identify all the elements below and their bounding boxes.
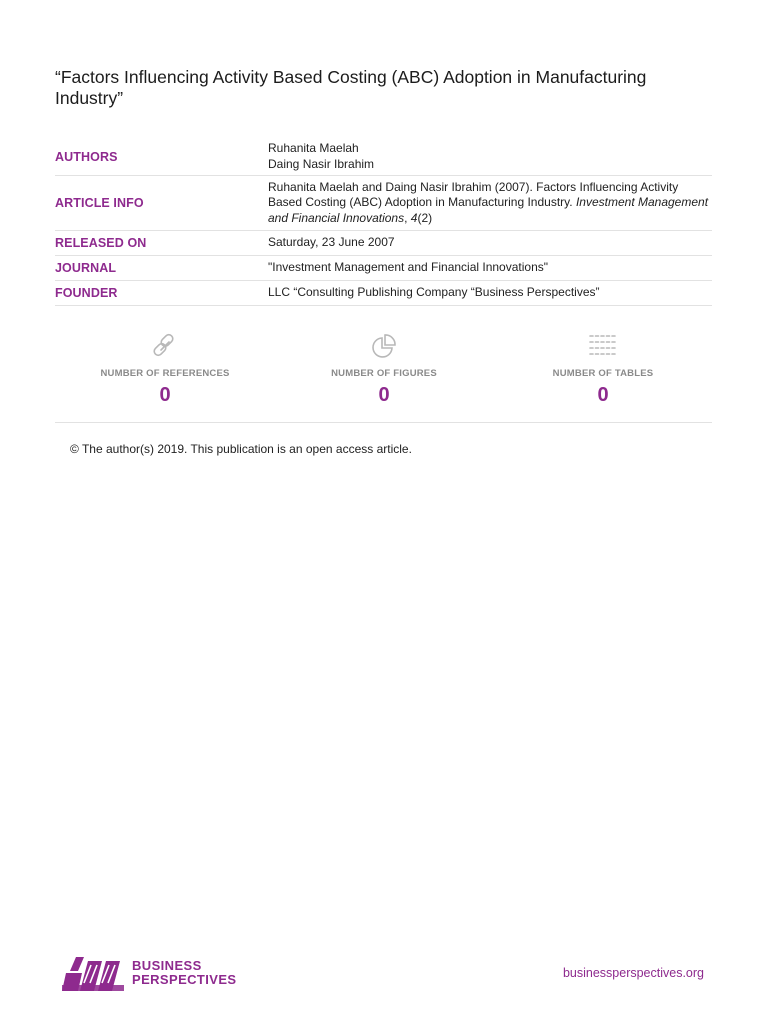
copyright-notice: © The author(s) 2019. This publication is an open access article.	[70, 442, 412, 456]
released-label: RELEASED ON	[55, 236, 147, 250]
article-title: “Factors Influencing Activity Based Costing (ABC) Adoption in Manufacturing Industry”	[55, 67, 647, 108]
citation-text: Ruhanita Maelah and Daing Nasir Ibrahim (2007). Factors Influencing Activity Based Costing (ABC) Adoption in Manufacturing Industry.	[268, 179, 679, 210]
publisher-name	[132, 959, 237, 987]
figures-label: NUMBER OF FIGURES	[331, 368, 437, 379]
business-perspectives-mark-icon	[62, 955, 124, 991]
table-icon	[493, 330, 713, 362]
author-name: Daing Nasir Ibrahim	[268, 156, 375, 171]
tables-stat	[493, 330, 713, 407]
journal-row	[55, 256, 712, 281]
article-info-label: ARTICLE INFO	[55, 196, 144, 210]
references-count: 0	[159, 384, 171, 406]
figures-count: 0	[378, 384, 390, 406]
citation-separator: ,	[404, 210, 411, 225]
tables-label: NUMBER OF TABLES	[552, 368, 654, 379]
pie-chart-icon	[274, 330, 494, 362]
journal-label: JOURNAL	[55, 261, 117, 275]
citation-journal: Investment Management and Financial Innovations	[268, 195, 709, 225]
founder-value: LLC “Consulting Publishing Company “Business Perspectives”	[268, 285, 600, 300]
article-info-row	[55, 176, 712, 231]
released-value: Saturday, 23 June 2007	[268, 235, 395, 250]
article-stats	[55, 330, 712, 423]
founder-row	[55, 281, 712, 306]
references-stat	[55, 330, 275, 407]
released-row	[55, 231, 712, 256]
citation-issue: (2)	[417, 210, 433, 225]
article-info-value	[268, 180, 712, 226]
references-label: NUMBER OF REFERENCES	[100, 368, 230, 379]
journal-value: "Investment Management and Financial Innovations"	[268, 260, 549, 275]
link-icon	[55, 330, 275, 362]
author-name: Ruhanita Maelah	[268, 141, 359, 156]
authors-row	[55, 138, 712, 176]
citation-volume: 4	[410, 210, 418, 225]
brand-line-1: BUSINESS	[132, 958, 202, 973]
publisher-logo	[62, 955, 237, 991]
tables-count: 0	[597, 384, 609, 406]
publisher-website-link[interactable]: businessperspectives.org	[562, 966, 704, 980]
figures-stat	[274, 330, 494, 407]
authors-label: AUTHORS	[55, 149, 118, 164]
article-metadata	[55, 138, 712, 306]
brand-line-2: PERSPECTIVES	[132, 972, 237, 987]
authors-value	[268, 141, 712, 172]
founder-label: FOUNDER	[55, 286, 118, 300]
